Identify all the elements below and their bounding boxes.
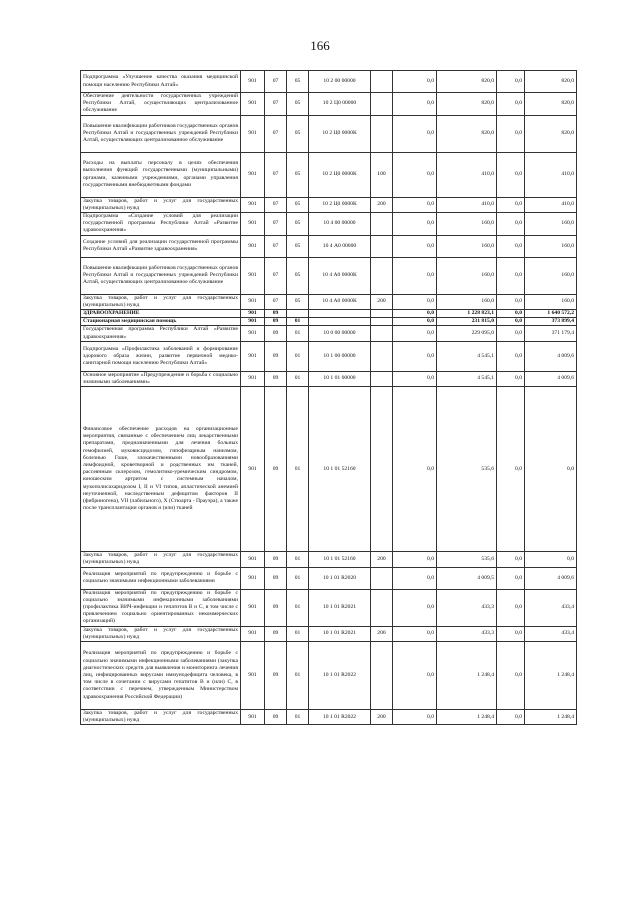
row-csr [309, 318, 371, 326]
row-value-4: 0,0 [525, 387, 577, 552]
row-value-1: 0,0 [393, 310, 437, 318]
row-pr: 05 [287, 197, 309, 212]
row-value-4: 373 899,4 [525, 318, 577, 326]
row-value-4: 433,4 [525, 589, 577, 626]
row-value-2: 229 095,0 [437, 326, 497, 341]
row-csr [309, 310, 371, 318]
table-row [81, 642, 577, 710]
row-rz: 09 [265, 552, 287, 567]
row-rz: 09 [265, 710, 287, 725]
row-vr [371, 341, 393, 371]
row-vr: 200 [371, 197, 393, 212]
row-rz: 07 [265, 294, 287, 309]
row-value-2: 433,3 [437, 589, 497, 626]
row-value-4: 371 179,4 [525, 326, 577, 341]
row-value-3: 0,0 [497, 552, 525, 567]
row-grbs: 901 [241, 387, 265, 552]
row-grbs: 901 [241, 552, 265, 567]
row-vr [371, 71, 393, 93]
table-row [81, 197, 577, 212]
row-value-1: 0,0 [393, 115, 437, 152]
row-vr [371, 93, 393, 116]
row-pr: 05 [287, 115, 309, 152]
table-row [81, 387, 577, 552]
row-name: Государственная программа Республики Алтай «Развитие здравоохранения» [81, 326, 241, 341]
row-grbs: 901 [241, 589, 265, 626]
row-value-4: 433,4 [525, 626, 577, 641]
row-vr: 200 [371, 626, 393, 641]
row-value-2: 160,0 [437, 213, 497, 236]
row-value-2: 1 248,4 [437, 710, 497, 725]
row-value-3: 0,0 [497, 642, 525, 710]
row-name: Закупка товаров, работ и услуг для государственных (муниципальных) нужд [81, 197, 241, 212]
row-value-3: 0,0 [497, 71, 525, 93]
table-row [81, 213, 577, 236]
row-value-1: 0,0 [393, 326, 437, 341]
row-csr: 10 1 01 R2022 [309, 642, 371, 710]
row-vr [371, 235, 393, 257]
row-value-1: 0,0 [393, 294, 437, 309]
row-value-3: 0,0 [497, 326, 525, 341]
row-value-4: 4 009,6 [525, 341, 577, 371]
row-name: Подпрограмма «Создание условий для реализации государственной программы Республики Алтай «Развитие здравоохранения» [81, 213, 241, 236]
row-vr [371, 567, 393, 589]
row-csr: 10 2 Ц0 0000К [309, 115, 371, 152]
row-value-4: 410,0 [525, 152, 577, 197]
row-value-1: 0,0 [393, 235, 437, 257]
row-value-3: 0,0 [497, 567, 525, 589]
row-pr: 01 [287, 710, 309, 725]
row-value-3: 0,0 [497, 589, 525, 626]
row-csr: 10 4 А0 0000К [309, 257, 371, 294]
row-rz: 07 [265, 71, 287, 93]
row-value-2: 535,6 [437, 552, 497, 567]
row-grbs: 901 [241, 371, 265, 386]
row-value-4: 160,0 [525, 257, 577, 294]
row-csr: 10 2 Ц0 0000К [309, 152, 371, 197]
row-csr: 10 2 Ц0 00000 [309, 93, 371, 116]
row-value-3: 0,0 [497, 294, 525, 309]
row-rz: 07 [265, 197, 287, 212]
row-value-4: 4 009,6 [525, 371, 577, 386]
row-pr: 01 [287, 387, 309, 552]
row-rz: 09 [265, 341, 287, 371]
row-rz: 09 [265, 387, 287, 552]
row-value-4: 820,0 [525, 115, 577, 152]
row-value-1: 0,0 [393, 710, 437, 725]
row-grbs: 901 [241, 318, 265, 326]
row-grbs: 901 [241, 152, 265, 197]
row-name: Стационарная медицинская помощь [81, 318, 241, 326]
table-row [81, 318, 577, 326]
table-row [81, 71, 577, 93]
row-value-2: 4 545,1 [437, 341, 497, 371]
row-name: Подпрограмма «Профилактика заболеваний и формирование здорового образа жизни, развитие первичной медико-санитарной помощи населению Республики Алтай» [81, 341, 241, 371]
row-pr: 01 [287, 552, 309, 567]
row-pr: 05 [287, 71, 309, 93]
row-value-2: 410,0 [437, 197, 497, 212]
row-name: Закупка товаров, работ и услуг для государственных (муниципальных) нужд [81, 294, 241, 309]
table-row [81, 626, 577, 641]
row-value-1: 0,0 [393, 152, 437, 197]
row-value-2: 410,0 [437, 152, 497, 197]
row-name: Подпрограмма «Улучшение качества оказания медицинской помощи населению Республики Алтай» [81, 71, 241, 93]
row-rz: 09 [265, 326, 287, 341]
table-row [81, 310, 577, 318]
row-pr: 01 [287, 341, 309, 371]
row-value-2: 433,3 [437, 626, 497, 641]
row-pr: 01 [287, 371, 309, 386]
row-csr: 10 1 01 52160 [309, 552, 371, 567]
row-rz: 09 [265, 310, 287, 318]
row-grbs: 901 [241, 310, 265, 318]
row-rz: 09 [265, 567, 287, 589]
row-value-2: 4 009,5 [437, 567, 497, 589]
row-value-3: 0,0 [497, 197, 525, 212]
row-value-3: 0,0 [497, 371, 525, 386]
table-row [81, 235, 577, 257]
row-value-3: 0,0 [497, 213, 525, 236]
row-grbs: 901 [241, 326, 265, 341]
row-value-4: 1 640 572,2 [525, 310, 577, 318]
row-value-1: 0,0 [393, 318, 437, 326]
row-name: ЗДРАВООХРАНЕНИЕ [81, 310, 241, 318]
row-value-2: 535,6 [437, 387, 497, 552]
row-csr: 10 1 01 R2021 [309, 626, 371, 641]
row-vr [371, 326, 393, 341]
row-grbs: 901 [241, 71, 265, 93]
table-row [81, 371, 577, 386]
row-vr: 200 [371, 294, 393, 309]
row-rz: 09 [265, 642, 287, 710]
row-value-1: 0,0 [393, 589, 437, 626]
row-grbs: 901 [241, 642, 265, 710]
row-csr: 10 1 01 52160 [309, 387, 371, 552]
row-name: Основное мероприятие «Предупреждение и борьба с социально значимыми заболеваниями» [81, 371, 241, 386]
row-value-3: 0,0 [497, 626, 525, 641]
table-row [81, 326, 577, 341]
row-pr: 01 [287, 567, 309, 589]
row-grbs: 901 [241, 341, 265, 371]
row-value-4: 410,0 [525, 197, 577, 212]
row-csr: 10 1 01 00000 [309, 371, 371, 386]
row-name: Закупка товаров, работ и услуг для государственных (муниципальных) нужд [81, 626, 241, 641]
row-value-4: 160,0 [525, 213, 577, 236]
row-value-1: 0,0 [393, 567, 437, 589]
row-vr: 100 [371, 152, 393, 197]
row-pr: 01 [287, 318, 309, 326]
row-rz: 07 [265, 93, 287, 116]
row-vr [371, 371, 393, 386]
row-value-2: 160,0 [437, 257, 497, 294]
row-csr: 10 1 01 R2022 [309, 710, 371, 725]
row-pr [287, 310, 309, 318]
row-vr: 200 [371, 552, 393, 567]
row-grbs: 901 [241, 235, 265, 257]
row-value-4: 1 248,4 [525, 710, 577, 725]
row-grbs: 901 [241, 710, 265, 725]
row-rz: 09 [265, 589, 287, 626]
row-pr: 05 [287, 257, 309, 294]
table-row [81, 294, 577, 309]
row-value-3: 0,0 [497, 341, 525, 371]
row-vr [371, 318, 393, 326]
row-grbs: 901 [241, 115, 265, 152]
row-value-2: 231 815,0 [437, 318, 497, 326]
table-row [81, 257, 577, 294]
row-rz: 07 [265, 213, 287, 236]
row-csr: 10 4 00 00000 [309, 213, 371, 236]
row-vr [371, 310, 393, 318]
row-value-2: 4 545,1 [437, 371, 497, 386]
row-value-4: 0,0 [525, 552, 577, 567]
row-name: Расходы на выплаты персоналу в целях обеспечения выполнения функций государственными (муниципальными) органами, казенными учреждениями, органами управления государственными внебюджетными фондами [81, 152, 241, 197]
row-name: Реализация мероприятий по предупреждению и борьбе с социально значимыми инфекционными заболеваниями (профилактика ВИЧ-инфекции и гепатитов B и C, в том числе с привлечением социально ориентированных некоммерческих организаций) [81, 589, 241, 626]
row-value-1: 0,0 [393, 371, 437, 386]
row-csr: 10 2 Ц0 0000К [309, 197, 371, 212]
row-grbs: 901 [241, 213, 265, 236]
row-pr: 05 [287, 213, 309, 236]
row-value-3: 0,0 [497, 152, 525, 197]
row-rz: 07 [265, 235, 287, 257]
row-grbs: 901 [241, 567, 265, 589]
budget-table [80, 70, 577, 725]
row-name: Обеспечение деятельности государственных учреждений Республики Алтай, осуществляющих централизованное обслуживание [81, 93, 241, 116]
row-pr: 01 [287, 326, 309, 341]
row-csr: 10 1 00 00000 [309, 341, 371, 371]
row-grbs: 901 [241, 197, 265, 212]
row-value-3: 0,0 [497, 318, 525, 326]
row-value-3: 0,0 [497, 235, 525, 257]
row-csr: 10 4 А0 0000К [309, 294, 371, 309]
row-rz: 07 [265, 257, 287, 294]
row-value-1: 0,0 [393, 626, 437, 641]
row-value-1: 0,0 [393, 213, 437, 236]
row-name: Повышение квалификации работников государственных органов Республики Алтай и государственных учреждений Республики Алтай, осуществляющих централизованное обслуживание [81, 257, 241, 294]
row-value-1: 0,0 [393, 387, 437, 552]
row-pr: 05 [287, 93, 309, 116]
table-row [81, 115, 577, 152]
row-value-1: 0,0 [393, 197, 437, 212]
row-pr: 05 [287, 235, 309, 257]
row-grbs: 901 [241, 93, 265, 116]
row-value-1: 0,0 [393, 71, 437, 93]
row-pr: 01 [287, 642, 309, 710]
row-value-2: 1 248,4 [437, 642, 497, 710]
row-value-1: 0,0 [393, 257, 437, 294]
row-name: Закупка товаров, работ и услуг для государственных (муниципальных) нужд [81, 710, 241, 725]
row-name: Реализация мероприятий по предупреждению и борьбе с социально значимыми инфекционными заболеваниями [81, 567, 241, 589]
row-vr [371, 213, 393, 236]
row-value-3: 0,0 [497, 310, 525, 318]
row-value-1: 0,0 [393, 341, 437, 371]
row-rz: 09 [265, 371, 287, 386]
row-value-2: 160,0 [437, 235, 497, 257]
row-name: Закупка товаров, работ и услуг для государственных (муниципальных) нужд [81, 552, 241, 567]
row-csr: 10 4 А0 00000 [309, 235, 371, 257]
row-vr: 200 [371, 710, 393, 725]
row-grbs: 901 [241, 257, 265, 294]
row-name: Повышение квалификации работников государственных органов Республики Алтай и государственных учреждений Республики Алтай, осуществляющих централизованное обслуживание [81, 115, 241, 152]
row-value-1: 0,0 [393, 642, 437, 710]
row-vr [371, 589, 393, 626]
table-row [81, 552, 577, 567]
row-value-3: 0,0 [497, 93, 525, 116]
row-vr [371, 257, 393, 294]
row-rz: 09 [265, 318, 287, 326]
row-csr: 10 1 01 R2020 [309, 567, 371, 589]
row-csr: 10 0 00 00000 [309, 326, 371, 341]
row-value-1: 0,0 [393, 93, 437, 116]
row-value-3: 0,0 [497, 710, 525, 725]
row-value-4: 820,0 [525, 71, 577, 93]
row-vr [371, 387, 393, 552]
row-value-1: 0,0 [393, 552, 437, 567]
row-grbs: 901 [241, 626, 265, 641]
row-name: Создание условий для реализации государственной программы Республики Алтай «Развитие здравоохранения» [81, 235, 241, 257]
page-number: 166 [310, 38, 330, 53]
row-value-2: 1 228 823,1 [437, 310, 497, 318]
row-vr [371, 642, 393, 710]
row-value-4: 820,0 [525, 93, 577, 116]
row-name: Реализация мероприятий по предупреждению и борьбе с социально значимыми инфекционными заболеваниями (закупка диагностических средств для выявления и мониторинга лечения лиц, инфицированных вирусами иммунодефицита человека, в том числе в сочетании с вирусами гепатитов B и (или) C, в соответствии с перечнем, утвержденным Министерством здравоохранения Российской Федерации) [81, 642, 241, 710]
row-value-2: 820,0 [437, 115, 497, 152]
row-value-2: 160,0 [437, 294, 497, 309]
table-row [81, 152, 577, 197]
row-rz: 07 [265, 115, 287, 152]
row-csr: 10 1 01 R2021 [309, 589, 371, 626]
row-value-4: 160,0 [525, 294, 577, 309]
row-vr [371, 115, 393, 152]
row-value-4: 160,0 [525, 235, 577, 257]
row-value-2: 820,0 [437, 93, 497, 116]
table-row [81, 710, 577, 725]
table-row [81, 341, 577, 371]
row-rz: 07 [265, 152, 287, 197]
row-pr: 05 [287, 152, 309, 197]
row-csr: 10 2 00 00000 [309, 71, 371, 93]
row-pr: 01 [287, 626, 309, 641]
table-row [81, 589, 577, 626]
row-pr: 01 [287, 589, 309, 626]
row-value-3: 0,0 [497, 387, 525, 552]
row-pr: 05 [287, 294, 309, 309]
table-row [81, 93, 577, 116]
row-value-4: 4 009,6 [525, 567, 577, 589]
table-row [81, 567, 577, 589]
row-value-3: 0,0 [497, 115, 525, 152]
row-value-2: 820,0 [437, 71, 497, 93]
row-name: Финансовое обеспечение расходов на организационные мероприятия, связанные с обеспечением лиц лекарственными препаратами, предназначенными для лечения больных гемофилией, муковисцидозом, гипофизарным нанизмом, болезнью Гоше, злокачественными новообразованиями лимфоидной, кроветворной и родственных им тканей, рассеянным склерозом, гемолитико-уремическим синдромом, юношеским артритом с системным началом, мукополисахаридозом I, II и VI типов, апластической анемией неуточненной, наследственным дефицитом факторов II (фибриногена), VII (лабильного), X (Стюарта - Прауэра), а также после трансплантации органов и (или) тканей [81, 387, 241, 552]
row-value-3: 0,0 [497, 257, 525, 294]
row-grbs: 901 [241, 294, 265, 309]
row-value-4: 1 248,4 [525, 642, 577, 710]
row-rz: 09 [265, 626, 287, 641]
